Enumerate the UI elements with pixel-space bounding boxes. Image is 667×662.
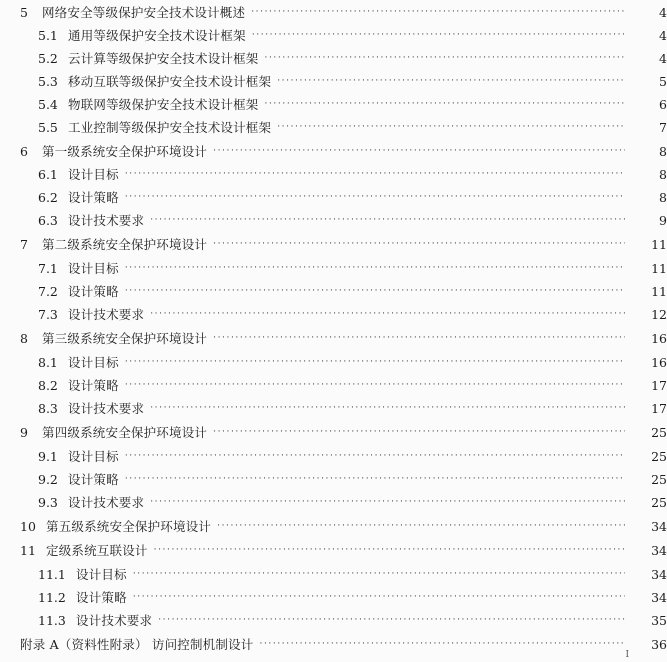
toc-entry-6-3[interactable]	[0, 209, 667, 231]
toc-entry-9-1[interactable]	[0, 445, 667, 467]
toc-entry-8-2[interactable]	[0, 374, 667, 396]
toc-number: 5.3	[38, 73, 58, 89]
toc-entry-8-3[interactable]	[0, 397, 667, 419]
toc-title: 设计目标	[68, 261, 119, 276]
page-roman-numeral: I	[625, 650, 629, 660]
toc-title: 设计技术要求	[76, 613, 153, 628]
dot-leader	[252, 24, 625, 46]
toc-number: 7.2	[38, 283, 58, 299]
toc-number: 7.1	[38, 260, 58, 276]
toc-entry-5-3[interactable]	[0, 70, 667, 92]
toc-page-number: 5	[659, 73, 667, 89]
toc-entry-9-2[interactable]	[0, 468, 667, 490]
toc-title: 第五级系统安全保护环境设计	[46, 519, 212, 534]
dot-leader	[213, 233, 625, 255]
toc-number: 8	[20, 330, 28, 346]
toc-number: 8.1	[38, 354, 58, 370]
toc-entry-5-5[interactable]	[0, 116, 667, 138]
dot-leader	[277, 70, 625, 92]
toc-title: 设计目标	[68, 355, 119, 370]
toc-page-number: 4	[659, 4, 667, 20]
toc-page-number: 25	[651, 424, 667, 440]
toc-page-number: 11	[651, 283, 667, 299]
toc-entry-11-3[interactable]	[0, 609, 667, 631]
dot-leader	[217, 515, 625, 537]
toc-page-number: 11	[651, 260, 667, 276]
toc-entry-5-1[interactable]	[0, 24, 667, 46]
toc-title: 第二级系统安全保护环境设计	[42, 237, 208, 252]
toc-number: 6.3	[38, 212, 58, 228]
dot-leader	[251, 1, 625, 23]
toc-page-number: 17	[651, 400, 667, 416]
toc-number: 7	[20, 236, 28, 252]
dot-leader	[133, 586, 625, 608]
toc-page-number: 7	[659, 119, 667, 135]
toc-title: 工业控制等级保护安全技术设计框架	[68, 120, 272, 135]
toc-entry-11[interactable]	[0, 539, 667, 561]
dot-leader	[213, 140, 625, 162]
toc-number: 9.1	[38, 448, 58, 464]
toc-page-number: 35	[651, 612, 667, 628]
dot-leader	[150, 491, 625, 513]
toc-page-number: 36	[651, 636, 667, 652]
toc-number: 5.2	[38, 50, 58, 66]
toc-title: 网络安全等级保护安全技术设计概述	[42, 5, 246, 20]
toc-number: 6	[20, 143, 28, 159]
toc-page-number: 9	[659, 212, 667, 228]
toc-title: 第三级系统安全保护环境设计	[42, 331, 208, 346]
toc-title: 第一级系统安全保护环境设计	[42, 144, 208, 159]
toc-title: 设计目标	[68, 449, 119, 464]
dot-leader	[125, 445, 625, 467]
toc-title: 设计技术要求	[68, 213, 145, 228]
toc-page-number: 25	[651, 471, 667, 487]
toc-entry-7-2[interactable]	[0, 280, 667, 302]
toc-title: 设计策略	[68, 472, 119, 487]
dot-leader	[265, 47, 625, 69]
toc-page-number: 34	[651, 542, 667, 558]
toc-page-number: 17	[651, 377, 667, 393]
dot-leader	[154, 539, 625, 561]
toc-page-number: 25	[651, 494, 667, 510]
toc-page-number: 8	[659, 166, 667, 182]
dot-leader	[213, 421, 625, 443]
toc-title: 物联网等级保护安全技术设计框架	[68, 97, 259, 112]
dot-leader	[133, 563, 625, 585]
toc-number: 6.2	[38, 189, 58, 205]
toc-number: 9.3	[38, 494, 58, 510]
toc-number: 11.3	[38, 612, 66, 628]
toc-title: 设计策略	[76, 590, 127, 605]
toc-number: 11.1	[38, 566, 66, 582]
toc-title: 第四级系统安全保护环境设计	[42, 425, 208, 440]
toc-page-number: 8	[659, 189, 667, 205]
dot-leader	[158, 609, 625, 631]
toc-entry-10[interactable]	[0, 515, 667, 537]
toc-title: 设计技术要求	[68, 495, 145, 510]
toc-entry-5[interactable]	[0, 1, 667, 23]
toc-page-number: 4	[659, 50, 667, 66]
toc-page-number: 25	[651, 448, 667, 464]
dot-leader	[277, 116, 625, 138]
toc-number: 5.5	[38, 119, 58, 135]
toc-title: 定级系统互联设计	[46, 543, 148, 558]
toc-title: 设计目标	[76, 567, 127, 582]
toc-entry-7[interactable]	[0, 233, 667, 255]
toc-page-number: 34	[651, 589, 667, 605]
toc-number: 7.3	[38, 306, 58, 322]
toc-entry-5-4[interactable]	[0, 93, 667, 115]
toc-page-number: 34	[651, 566, 667, 582]
dot-leader	[125, 351, 625, 373]
toc-entry-5-2[interactable]	[0, 47, 667, 69]
toc-title: 移动互联等级保护安全技术设计框架	[68, 74, 272, 89]
dot-leader	[125, 186, 625, 208]
toc-page-number: 34	[651, 518, 667, 534]
dot-leader	[125, 163, 625, 185]
toc-entry-7-3[interactable]	[0, 303, 667, 325]
dot-leader	[213, 327, 625, 349]
toc-number: 9	[20, 424, 28, 440]
dot-leader	[125, 280, 625, 302]
dot-leader	[150, 397, 625, 419]
toc-entry-8[interactable]	[0, 327, 667, 349]
toc-page-number: 6	[659, 96, 667, 112]
toc-number: 9.2	[38, 471, 58, 487]
toc-entry-11-2[interactable]	[0, 586, 667, 608]
dot-leader	[125, 374, 625, 396]
toc-entry-6-1[interactable]	[0, 163, 667, 185]
toc-number: 8.2	[38, 377, 58, 393]
toc-number: 6.1	[38, 166, 58, 182]
toc-entry-appendix-a[interactable]	[0, 633, 667, 655]
dot-leader	[150, 303, 625, 325]
toc-title: 设计技术要求	[68, 307, 145, 322]
dot-leader	[125, 257, 625, 279]
toc-title: 设计目标	[68, 167, 119, 182]
toc-title: 通用等级保护安全技术设计框架	[68, 28, 246, 43]
dot-leader	[125, 468, 625, 490]
toc-number: 11	[20, 542, 36, 558]
toc-title: 设计策略	[68, 190, 119, 205]
toc-title: 设计技术要求	[68, 401, 145, 416]
toc-number: 5.4	[38, 96, 58, 112]
toc-number: 10	[20, 518, 36, 534]
toc-number: 5	[20, 4, 28, 20]
toc-number: 11.2	[38, 589, 66, 605]
dot-leader	[259, 633, 625, 655]
toc-page-number: 4	[659, 27, 667, 43]
toc-entry-6[interactable]	[0, 140, 667, 162]
toc-entry-8-1[interactable]	[0, 351, 667, 373]
toc-page-number: 11	[651, 236, 667, 252]
toc-entry-9[interactable]	[0, 421, 667, 443]
toc-title: 设计策略	[68, 284, 119, 299]
toc-entry-7-1[interactable]	[0, 257, 667, 279]
toc-entry-11-1[interactable]	[0, 563, 667, 585]
dot-leader	[150, 209, 625, 231]
toc-title: 设计策略	[68, 378, 119, 393]
toc-entry-9-3[interactable]	[0, 491, 667, 513]
toc-entry-6-2[interactable]	[0, 186, 667, 208]
toc-number: 8.3	[38, 400, 58, 416]
toc-page-number: 16	[651, 354, 667, 370]
toc-title: 附录 A（资料性附录） 访问控制机制设计	[20, 637, 254, 652]
toc-page-number: 8	[659, 143, 667, 159]
toc-number: 5.1	[38, 27, 58, 43]
toc-page-number: 16	[651, 330, 667, 346]
toc-page-number: 12	[651, 306, 667, 322]
toc-title: 云计算等级保护安全技术设计框架	[68, 51, 259, 66]
dot-leader	[265, 93, 625, 115]
